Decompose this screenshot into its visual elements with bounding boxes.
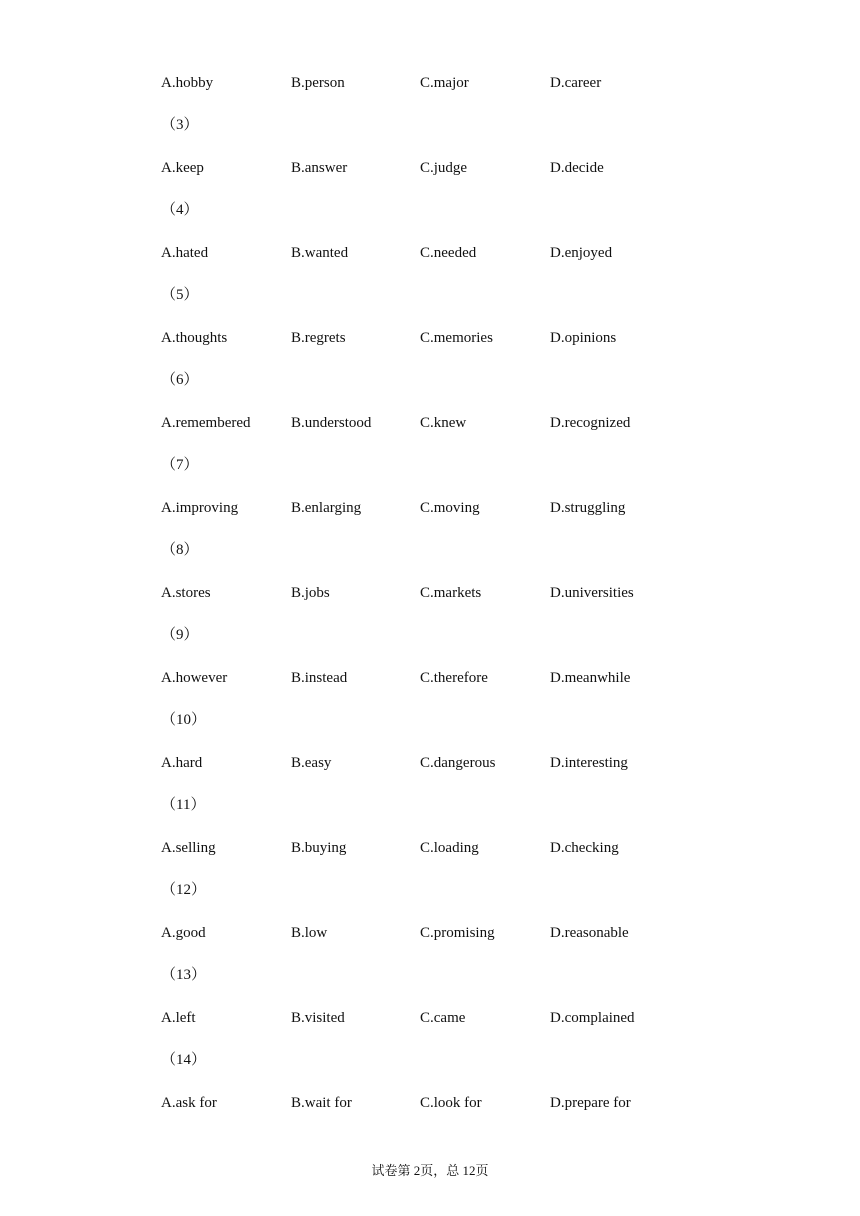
option-row [161, 582, 721, 604]
option-c[interactable]: C.markets [420, 585, 482, 601]
option-b[interactable]: B.understood [291, 415, 372, 431]
question-number: （12） [161, 882, 207, 898]
question-number: （5） [161, 287, 199, 303]
option-a[interactable]: A.stores [161, 585, 211, 601]
option-d[interactable]: D.meanwhile [550, 670, 631, 686]
option-a[interactable]: A.selling [161, 840, 216, 856]
question-number: （13） [161, 967, 207, 983]
option-row [161, 72, 721, 94]
option-a[interactable]: A.improving [161, 500, 239, 516]
option-d[interactable]: D.interesting [550, 755, 628, 771]
option-d[interactable]: D.enjoyed [550, 245, 613, 261]
option-c[interactable]: C.memories [420, 330, 493, 346]
option-d[interactable]: D.opinions [550, 330, 617, 346]
option-c[interactable]: C.loading [420, 840, 479, 856]
option-a[interactable]: A.left [161, 1010, 196, 1026]
option-a[interactable]: A.ask for [161, 1095, 217, 1111]
option-row [161, 837, 721, 859]
option-d[interactable]: D.career [550, 75, 602, 91]
question-number: （7） [161, 457, 199, 473]
option-c[interactable]: C.needed [420, 245, 477, 261]
question-number: （11） [161, 797, 206, 813]
option-b[interactable]: B.enlarging [291, 500, 362, 516]
option-row [161, 242, 721, 264]
option-d[interactable]: D.complained [550, 1010, 635, 1026]
option-row [161, 1092, 721, 1114]
option-b[interactable]: B.visited [291, 1010, 345, 1026]
option-d[interactable]: D.universities [550, 585, 634, 601]
option-row [161, 497, 721, 519]
option-row [161, 412, 721, 434]
option-c[interactable]: C.came [420, 1010, 466, 1026]
option-c[interactable]: C.look for [420, 1095, 482, 1111]
question-list [161, 72, 721, 1114]
option-a[interactable]: A.keep [161, 160, 204, 176]
option-row [161, 1007, 721, 1029]
option-b[interactable]: B.low [291, 925, 328, 941]
option-d[interactable]: D.recognized [550, 415, 631, 431]
option-c[interactable]: C.therefore [420, 670, 488, 686]
option-d[interactable]: D.reasonable [550, 925, 629, 941]
question-number: （8） [161, 542, 199, 558]
question-number: （10） [161, 712, 207, 728]
option-c[interactable]: C.major [420, 75, 469, 91]
option-d[interactable]: D.struggling [550, 500, 626, 516]
option-a[interactable]: A.however [161, 670, 228, 686]
option-c[interactable]: C.knew [420, 415, 467, 431]
option-b[interactable]: B.wanted [291, 245, 349, 261]
page-footer: 试卷第 2页，总 12页 [371, 1163, 489, 1178]
question-number: （4） [161, 202, 199, 218]
option-c[interactable]: C.promising [420, 925, 495, 941]
option-b[interactable]: B.easy [291, 755, 332, 771]
option-a[interactable]: A.remembered [161, 415, 251, 431]
option-row [161, 922, 721, 944]
option-d[interactable]: D.decide [550, 160, 604, 176]
option-a[interactable]: A.thoughts [161, 330, 228, 346]
question-number: （14） [161, 1052, 207, 1068]
question-number: （3） [161, 117, 199, 133]
option-a[interactable]: A.good [161, 925, 206, 941]
option-a[interactable]: A.hard [161, 755, 203, 771]
option-c[interactable]: C.judge [420, 160, 468, 176]
question-number: （9） [161, 627, 199, 643]
option-d[interactable]: D.checking [550, 840, 619, 856]
option-c[interactable]: C.dangerous [420, 755, 496, 771]
option-b[interactable]: B.answer [291, 160, 348, 176]
option-row [161, 667, 721, 689]
option-row [161, 752, 721, 774]
option-b[interactable]: B.buying [291, 840, 347, 856]
option-b[interactable]: B.regrets [291, 330, 346, 346]
option-a[interactable]: A.hated [161, 245, 209, 261]
option-c[interactable]: C.moving [420, 500, 480, 516]
option-b[interactable]: B.instead [291, 670, 348, 686]
question-number: （6） [161, 372, 199, 388]
option-row [161, 327, 721, 349]
option-d[interactable]: D.prepare for [550, 1095, 631, 1111]
option-b[interactable]: B.jobs [291, 585, 330, 601]
option-b[interactable]: B.wait for [291, 1095, 352, 1111]
option-a[interactable]: A.hobby [161, 75, 214, 91]
option-row [161, 157, 721, 179]
option-b[interactable]: B.person [291, 75, 345, 91]
